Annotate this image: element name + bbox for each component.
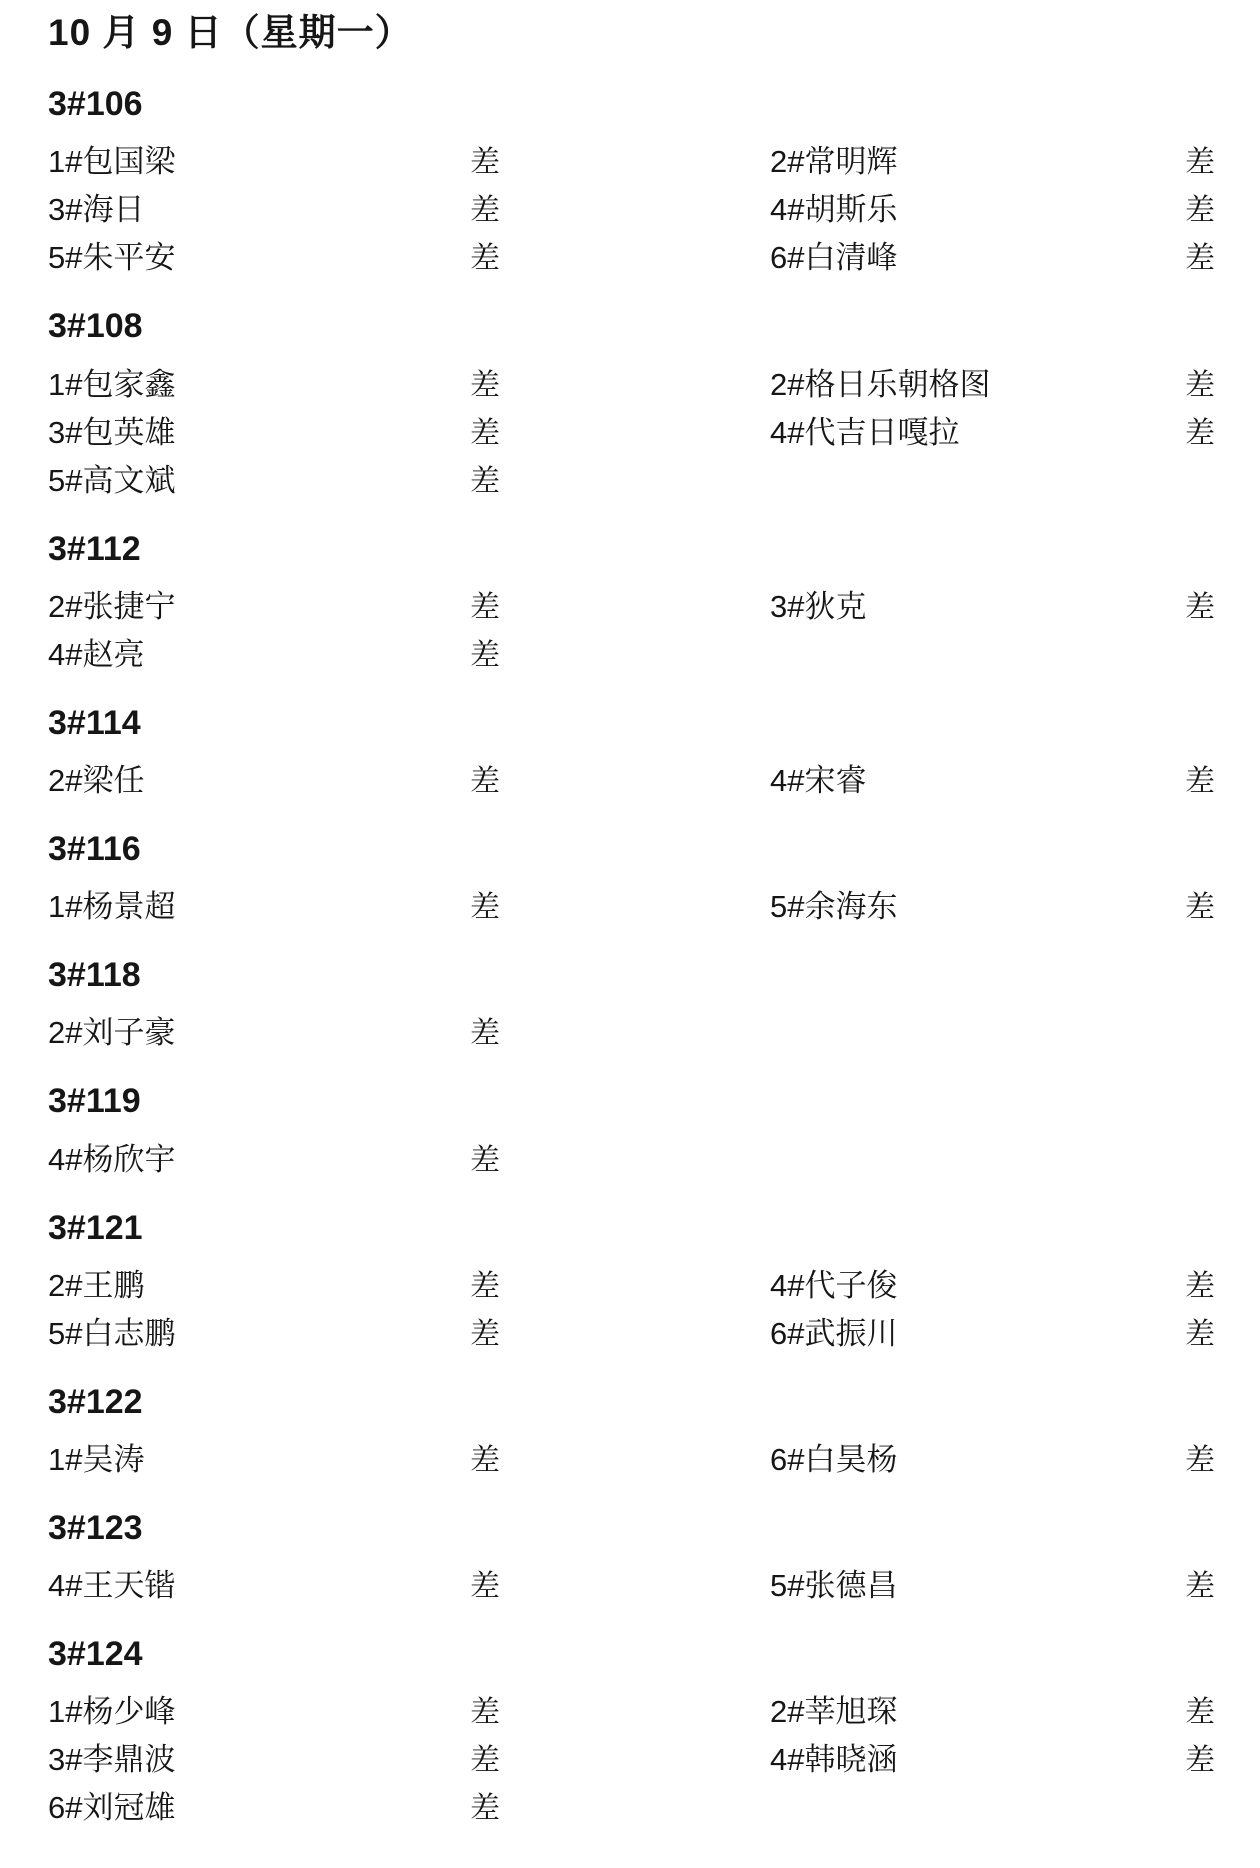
occupant-name: 2#格日乐朝格图 <box>770 366 991 402</box>
status-value: 差 <box>1185 891 1215 925</box>
occupant-name: 4#赵亮 <box>48 636 145 672</box>
occupant-name: 2#梁任 <box>48 763 145 798</box>
occupant-name: 4#宋睿 <box>770 763 867 798</box>
occupant-name: 2#刘子豪 <box>48 1015 176 1051</box>
occupant-name: 2#莘旭琛 <box>770 1694 898 1730</box>
occupant-row <box>48 1262 1260 1310</box>
occupant-name: 4#代子俊 <box>770 1267 898 1303</box>
room-heading: 3#114 <box>48 703 141 742</box>
status-value: 差 <box>470 1269 500 1303</box>
status-value: 差 <box>1185 242 1215 276</box>
occupant-row <box>48 457 1260 505</box>
room-heading: 3#122 <box>48 1382 143 1421</box>
occupant-name: 5#白志鹏 <box>48 1315 176 1351</box>
status-value: 差 <box>1185 1443 1215 1477</box>
occupant-name: 3#包英雄 <box>48 414 176 450</box>
status-value: 差 <box>1185 765 1215 798</box>
occupant-name: 2#张捷宁 <box>48 588 176 624</box>
occupant-name: 5#高文斌 <box>48 462 176 498</box>
status-value: 差 <box>470 1017 500 1051</box>
occupant-name: 5#朱平安 <box>48 240 176 276</box>
status-value: 差 <box>1185 194 1215 228</box>
occupant-name: 4#杨欣宇 <box>48 1141 176 1177</box>
occupant-row <box>48 409 1260 457</box>
occupant-name: 6#白清峰 <box>770 240 898 276</box>
room-heading: 3#108 <box>48 307 143 346</box>
status-value: 差 <box>470 146 500 180</box>
status-value: 差 <box>470 1317 500 1351</box>
room-heading: 3#119 <box>48 1082 141 1121</box>
room-heading: 3#123 <box>48 1508 143 1547</box>
status-value: 差 <box>470 1696 500 1730</box>
status-value: 差 <box>470 891 500 925</box>
occupant-name: 6#刘冠雄 <box>48 1790 176 1826</box>
room-heading: 3#118 <box>48 956 141 995</box>
status-value: 差 <box>470 638 500 672</box>
occupant-row <box>48 1562 1260 1610</box>
occupant-name: 2#王鹏 <box>48 1267 145 1303</box>
occupant-row <box>48 757 1260 805</box>
status-value: 差 <box>1185 416 1215 450</box>
status-value: 差 <box>1185 1744 1215 1778</box>
status-value: 差 <box>470 1570 500 1604</box>
status-value: 差 <box>470 1792 500 1826</box>
room-heading: 3#112 <box>48 529 141 568</box>
status-value: 差 <box>1185 1570 1215 1604</box>
occupant-name: 6#白昊杨 <box>770 1441 898 1477</box>
room-sections-container <box>48 82 1260 1832</box>
status-value: 差 <box>470 242 500 276</box>
status-value: 差 <box>470 765 500 798</box>
occupant-name: 5#张德昌 <box>770 1568 898 1604</box>
status-value: 差 <box>1185 590 1215 624</box>
status-value: 差 <box>1185 1269 1215 1303</box>
occupant-row <box>48 138 1260 186</box>
occupant-row <box>48 1688 1260 1736</box>
occupant-row <box>48 234 1260 282</box>
occupant-row <box>48 631 1260 679</box>
status-value: 差 <box>470 1443 500 1477</box>
status-value: 差 <box>470 590 500 624</box>
occupant-name: 2#常明辉 <box>770 144 898 180</box>
status-value: 差 <box>1185 368 1215 402</box>
occupant-row <box>48 1784 1260 1832</box>
status-value: 差 <box>1185 1317 1215 1351</box>
occupant-name: 4#韩晓涵 <box>770 1742 898 1778</box>
occupant-row <box>48 583 1260 631</box>
occupant-name: 3#李鼎波 <box>48 1742 176 1778</box>
occupant-row <box>48 1736 1260 1784</box>
status-value: 差 <box>470 1744 500 1778</box>
status-value: 差 <box>1185 1696 1215 1730</box>
room-heading: 3#116 <box>48 830 141 868</box>
occupant-row <box>48 186 1260 234</box>
room-heading: 3#106 <box>48 85 143 124</box>
occupant-row <box>48 361 1260 409</box>
room-heading: 3#124 <box>48 1635 143 1674</box>
occupant-name: 1#包国梁 <box>48 144 176 180</box>
room-heading: 3#121 <box>48 1208 143 1247</box>
occupant-row <box>48 883 1260 931</box>
occupant-name: 4#胡斯乐 <box>770 192 898 228</box>
occupant-name: 6#武振川 <box>770 1315 898 1351</box>
occupant-name: 1#杨少峰 <box>48 1694 176 1730</box>
occupant-name: 4#王天锴 <box>48 1568 176 1604</box>
occupant-row <box>48 1310 1260 1358</box>
occupant-row <box>48 1009 1260 1057</box>
occupant-name: 1#包家鑫 <box>48 366 176 402</box>
status-value: 差 <box>470 194 500 228</box>
occupant-name: 1#杨景超 <box>48 889 176 925</box>
occupant-name: 4#代吉日嘎拉 <box>770 414 960 450</box>
status-value: 差 <box>470 416 500 450</box>
occupant-row <box>48 1436 1260 1484</box>
status-value: 差 <box>470 1143 500 1177</box>
occupant-name: 3#狄克 <box>770 588 867 624</box>
occupant-name: 5#余海东 <box>770 889 898 925</box>
occupant-row <box>48 1136 1260 1184</box>
status-value: 差 <box>470 368 500 402</box>
status-value: 差 <box>1185 146 1215 180</box>
date-heading: 10 月 9 日（星期一） <box>48 12 413 53</box>
occupant-name: 1#吴涛 <box>48 1441 145 1477</box>
status-value: 差 <box>470 464 500 498</box>
occupant-name: 3#海日 <box>48 192 145 228</box>
